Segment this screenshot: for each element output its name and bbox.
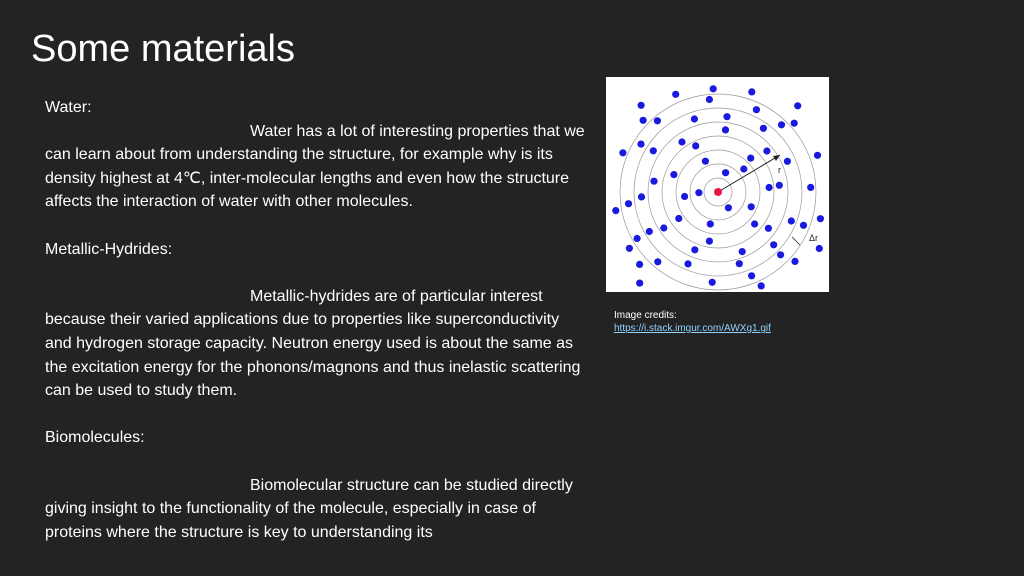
particle <box>625 200 632 207</box>
particle <box>684 260 691 267</box>
particle <box>736 260 743 267</box>
particle <box>725 204 732 211</box>
radial-distribution-figure <box>606 77 829 292</box>
image-credits-link[interactable]: https://i.stack.imgur.com/AWXg1.gif <box>614 323 771 334</box>
particle <box>691 115 698 122</box>
particle <box>650 178 657 185</box>
particles <box>612 85 824 289</box>
section-first-line: Metallic-hydrides are of particular interest <box>250 287 543 305</box>
particle <box>707 220 714 227</box>
particle <box>794 102 801 109</box>
particle <box>751 220 758 227</box>
delta-r-marker <box>792 237 800 245</box>
section-first-line: Water has a lot of interesting properties <box>250 122 529 140</box>
particle <box>709 279 716 286</box>
particle <box>740 165 747 172</box>
slide-body <box>45 96 585 544</box>
particle <box>748 272 755 279</box>
particle <box>692 142 699 149</box>
particle <box>706 96 713 103</box>
section-heading: Water: <box>45 99 92 116</box>
section-body: that we can learn about from understanding the structure, for example why is its density highest at 4℃, inter-molecular lengths and even how the structure affects the interaction of water with other molecules. <box>45 122 585 211</box>
particle <box>672 91 679 98</box>
particle <box>791 120 798 127</box>
particle <box>739 248 746 255</box>
particle <box>626 245 633 252</box>
section-paragraph <box>45 120 585 214</box>
center-particle <box>714 188 722 196</box>
particle <box>807 184 814 191</box>
particle <box>646 228 653 235</box>
particle <box>800 222 807 229</box>
section-biomolecules <box>45 426 585 544</box>
particle <box>748 88 755 95</box>
radius-label: r <box>778 165 781 175</box>
particle <box>817 215 824 222</box>
particle <box>636 261 643 268</box>
particle <box>816 245 823 252</box>
particle <box>753 106 760 113</box>
particle <box>695 189 702 196</box>
section-paragraph <box>45 285 585 403</box>
particle <box>675 215 682 222</box>
particle <box>791 258 798 265</box>
particle <box>634 235 641 242</box>
slide-title: Some materials <box>31 28 295 70</box>
particle <box>612 207 619 214</box>
particle <box>766 184 773 191</box>
section-first-line: Biomolecular structure can be studied <box>250 476 518 494</box>
particle <box>776 182 783 189</box>
particle <box>784 158 791 165</box>
section-body: directly giving insight to the functionality of the molecule, especially in case of proteins where the structure is key to understanding its <box>45 476 573 541</box>
particle <box>691 246 698 253</box>
particle <box>747 155 754 162</box>
particle <box>722 126 729 133</box>
particle <box>654 117 661 124</box>
particle <box>670 171 677 178</box>
section-heading: Metallic-Hydrides: <box>45 240 173 258</box>
particle <box>660 224 667 231</box>
particle <box>702 158 709 165</box>
particle <box>678 138 685 145</box>
section-body: because their varied applications due to properties like superconductivity and hydrogen storage capacity. Neutron energy used is about the same as the excitation energy for the phonons/magnons and thus inelastic scattering can be used to study them. <box>45 311 581 400</box>
particle <box>765 225 772 232</box>
image-credits-label: Image credits: <box>614 310 677 321</box>
particle <box>650 147 657 154</box>
section-water <box>45 96 585 214</box>
particle <box>710 85 717 92</box>
particle <box>722 169 729 176</box>
particle <box>770 241 777 248</box>
particle <box>763 147 770 154</box>
particle <box>778 121 785 128</box>
particle <box>640 117 647 124</box>
particle <box>723 113 730 120</box>
particle <box>638 193 645 200</box>
particle <box>758 282 765 289</box>
particle <box>654 258 661 265</box>
particle <box>748 203 755 210</box>
particle <box>637 141 644 148</box>
particle <box>638 102 645 109</box>
particle <box>619 149 626 156</box>
particle <box>777 251 784 258</box>
particle <box>636 280 643 287</box>
particle <box>706 238 713 245</box>
image-credits <box>614 309 771 335</box>
radial-distribution-diagram <box>606 77 829 292</box>
section-heading: Biomolecules: <box>45 429 145 447</box>
section-paragraph <box>45 474 585 545</box>
section-metallic-hydrides <box>45 238 585 403</box>
particle <box>760 125 767 132</box>
delta-r-label: Δr <box>809 233 819 243</box>
particle <box>681 193 688 200</box>
particle <box>788 217 795 224</box>
particle <box>814 152 821 159</box>
